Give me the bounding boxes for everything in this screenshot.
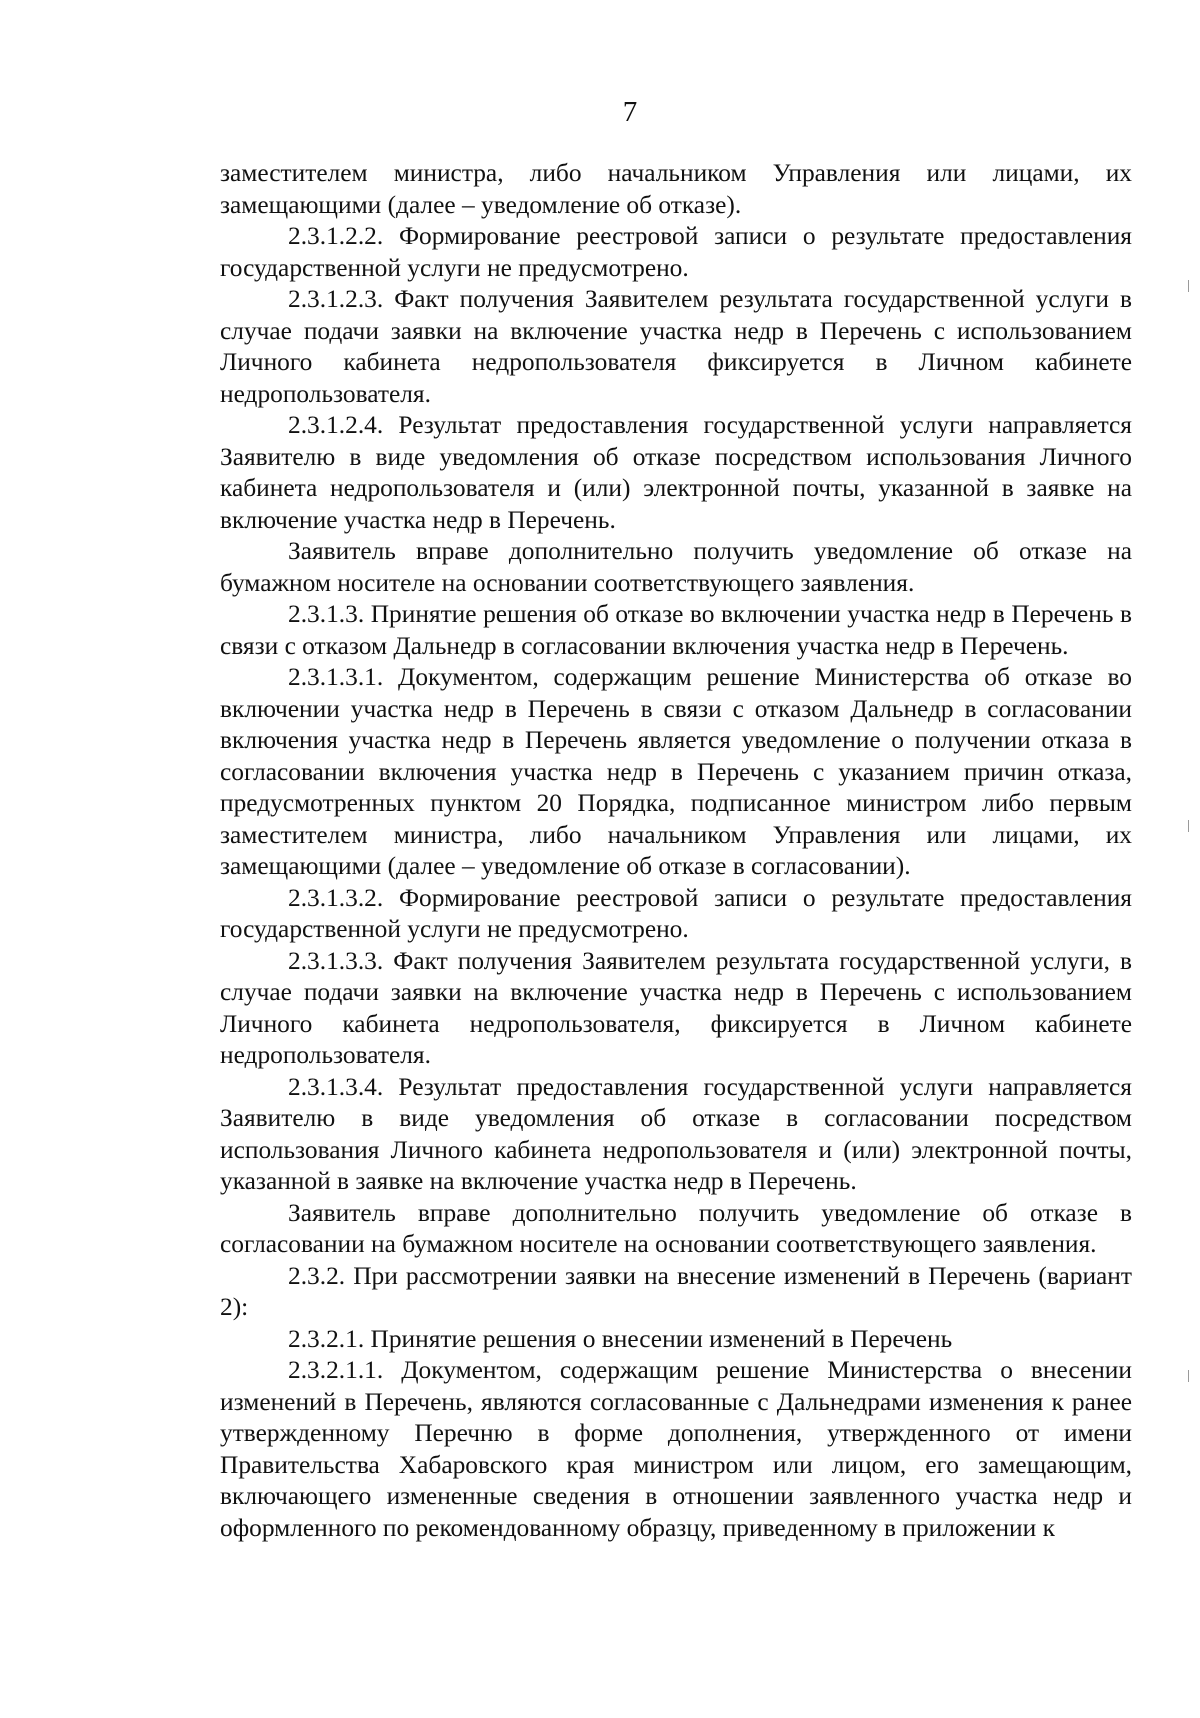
paragraph-2-3-1-2-3: 2.3.1.2.3. Факт получения Заявителем результата государственной услуги в случае подачи заявки на включение участка недр в Перечень с использованием Личного кабинета недропользователя фиксируется в Личном кабинете недропользователя.: [220, 285, 1132, 408]
page-number: 7: [622, 96, 638, 128]
paragraph-2-3-1-2-2: 2.3.1.2.2. Формирование реестровой записи о результате предоставления государственной услуги не предусмотрено.: [220, 222, 1132, 282]
paragraph-2-3-1-3-1: 2.3.1.3.1. Документом, содержащим решение Министерства об отказе во включении участка недр в Перечень в связи с отказом Дальнедр в согласовании включения участка недр в Перечень является уведомление о получении отказа в согласовании включения участка недр в Перечень с указанием причин отказа, предусмотренных пунктом 20 Порядка, подписанное министром либо первым заместителем министра, либо начальником Управления или лицами, их замещающими (далее – уведомление об отказе в согласовании).: [220, 663, 1132, 880]
paragraph-2-3-1-2-4: 2.3.1.2.4. Результат предоставления государственной услуги направляется Заявителю в виде уведомления об отказе посредством использования Личного кабинета недропользователя и (или) электронной почты, указанной в заявке на включение участка недр в Перечень.: [220, 411, 1132, 534]
paragraph-paper-notice-agreement: Заявитель вправе дополнительно получить уведомление об отказе в согласовании на бумажном носителе на основании соответствующего заявления.: [220, 1198, 1132, 1258]
scan-margin-mark: [1188, 820, 1189, 832]
document-text: [220, 158, 1132, 1544]
scan-margin-mark: [1188, 1370, 1189, 1382]
paragraph-paper-notice: Заявитель вправе дополнительно получить уведомление об отказе на бумажном носителе на основании соответствующего заявления.: [220, 537, 1132, 597]
paragraph-2-3-1-3-4: 2.3.1.3.4. Результат предоставления государственной услуги направляется Заявителю в виде уведомления об отказе в согласовании посредством использования Личного кабинета недропользователя и (или) электронной почты, указанной в заявке на включение участка недр в Перечень.: [220, 1072, 1132, 1195]
paragraph-continuation: заместителем министра, либо начальником Управления или лицами, их замещающими (далее – уведомление об отказе).: [220, 159, 1132, 219]
paragraph-2-3-2: 2.3.2. При рассмотрении заявки на внесение изменений в Перечень (вариант 2):: [220, 1261, 1132, 1321]
paragraph-2-3-1-3: 2.3.1.3. Принятие решения об отказе во включении участка недр в Перечень в связи с отказом Дальнедр в согласовании включения участка недр в Перечень.: [220, 600, 1132, 660]
scan-margin-mark: [1188, 280, 1189, 292]
paragraph-2-3-1-3-3: 2.3.1.3.3. Факт получения Заявителем результата государственной услуги, в случае подачи заявки на включение участка недр в Перечень с использованием Личного кабинета недропользователя, фиксируется в Личном кабинете недропользователя.: [220, 946, 1132, 1069]
paragraph-2-3-2-1: 2.3.2.1. Принятие решения о внесении изменений в Перечень: [288, 1324, 953, 1353]
paragraph-2-3-2-1-1: 2.3.2.1.1. Документом, содержащим решение Министерства о внесении изменений в Перечень, являются согласованные с Дальнедрами изменения к ранее утвержденному Перечню в форме дополнения, утвержденного от имени Правительства Хабаровского края министром или лицом, его замещающим, включающего измененные сведения в отношении заявленного участка недр и оформленного по рекомендованному образцу, приведенному в приложении к: [220, 1356, 1132, 1542]
paragraph-2-3-1-3-2: 2.3.1.3.2. Формирование реестровой записи о результате предоставления государственной услуги не предусмотрено.: [220, 883, 1132, 943]
